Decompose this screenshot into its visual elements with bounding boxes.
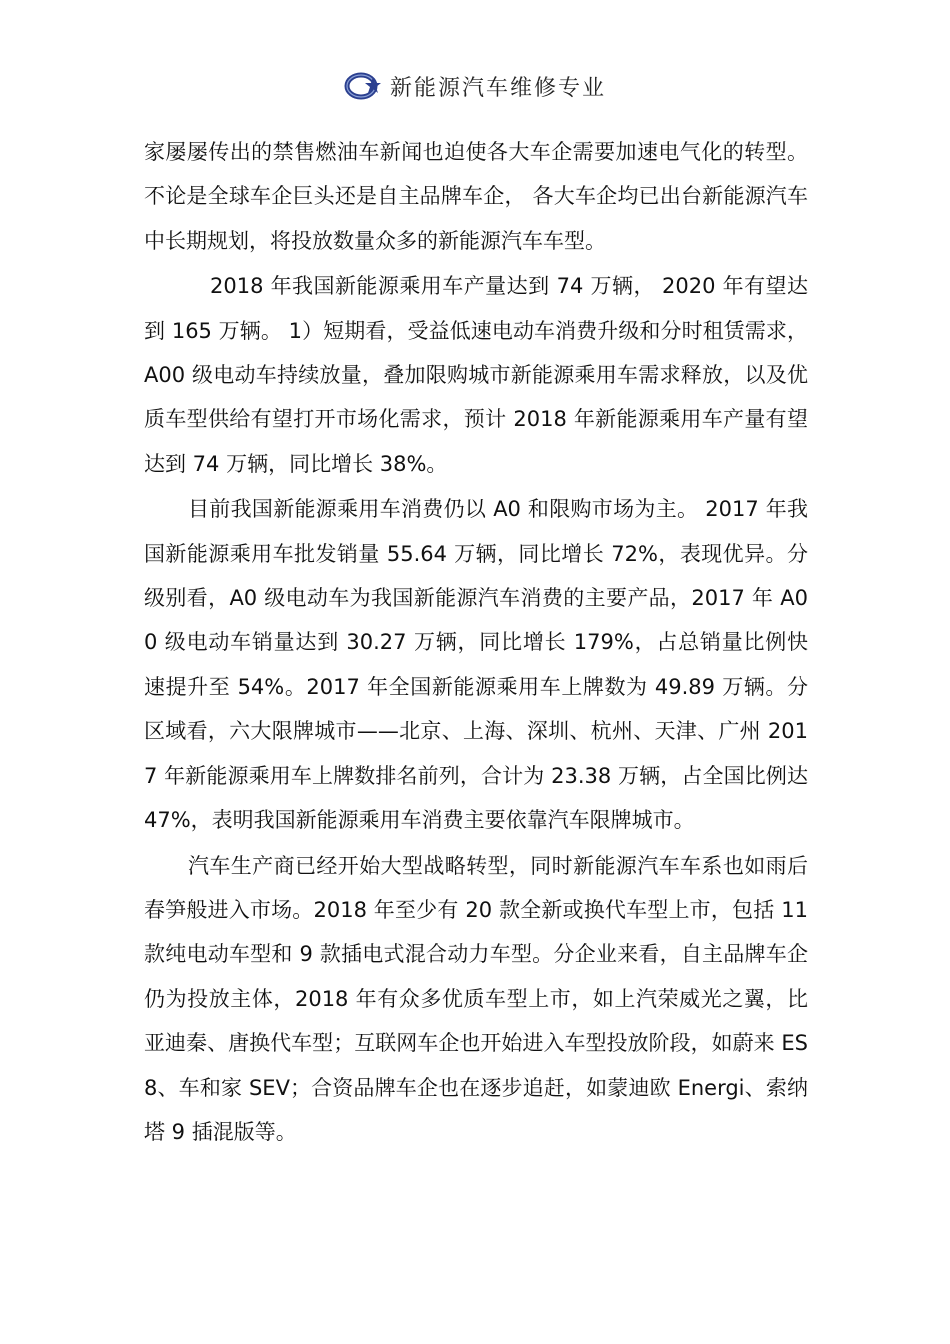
paragraph-2: 2018 年我国新能源乘用车产量达到 74 万辆， 2020 年有望达到 165 万辆。 1）短期看，受益低速电动车消费升级和分时租赁需求， A00 级电动车持续放量，叠加限购城市新能源乘用车需求释放，以及优质车型供给有望打开市场化需求，预计 2018 年新能源乘用车产量有望达到 74 万辆，同比增长 38%。	[144, 274, 808, 476]
paragraph-3: 目前我国新能源乘用车消费仍以 A0 和限购市场为主。 2017 年我国新能源乘用车批发销量 55.64 万辆，同比增长 72%，表现优异。分级别看，A0 级电动车为我国新能源汽车消费的主要产品，2017 年 A00 级电动车销量达到 30.27 万辆，同比增长 179%，占总销量比例快速提升至 54%。2017 年全国新能源乘用车上牌数为 49.89 万辆。分区域看，六大限牌城市——北京、上海、深圳、杭州、天津、广州 2017 年新能源乘用车上牌数排名前列，合计为 23.38 万辆，占全国比例达 47%，表明我国新能源乘用车消费主要依靠汽车限牌城市。	[144, 497, 808, 833]
document-body	[144, 130, 808, 1155]
page-header	[0, 66, 950, 106]
paragraph-1: 家屡屡传出的禁售燃油车新闻也迫使各大车企需要加速电气化的转型。不论是全球车企巨头还是自主品牌车企， 各大车企均已出台新能源汽车中长期规划，将投放数量众多的新能源汽车车型。	[144, 140, 808, 253]
ring-star-logo-icon	[344, 71, 384, 101]
header-title: 新能源汽车维修专业	[389, 75, 606, 101]
paragraph-4: 汽车生产商已经开始大型战略转型，同时新能源汽车车系也如雨后春笋般进入市场。2018 年至少有 20 款全新或换代车型上市，包括 11 款纯电动车型和 9 款插电式混合动力车型。分企业来看，自主品牌车企仍为投放主体，2018 年有众多优质车型上市，如上汽荣威光之翼，比亚迪秦、唐换代车型；互联网车企也开始进入车型投放阶段，如蔚来 ES8、车和家 SEV；合资品牌车企也在逐步追赶，如蒙迪欧 Energi、索纳塔 9 插混版等。	[144, 853, 808, 1144]
